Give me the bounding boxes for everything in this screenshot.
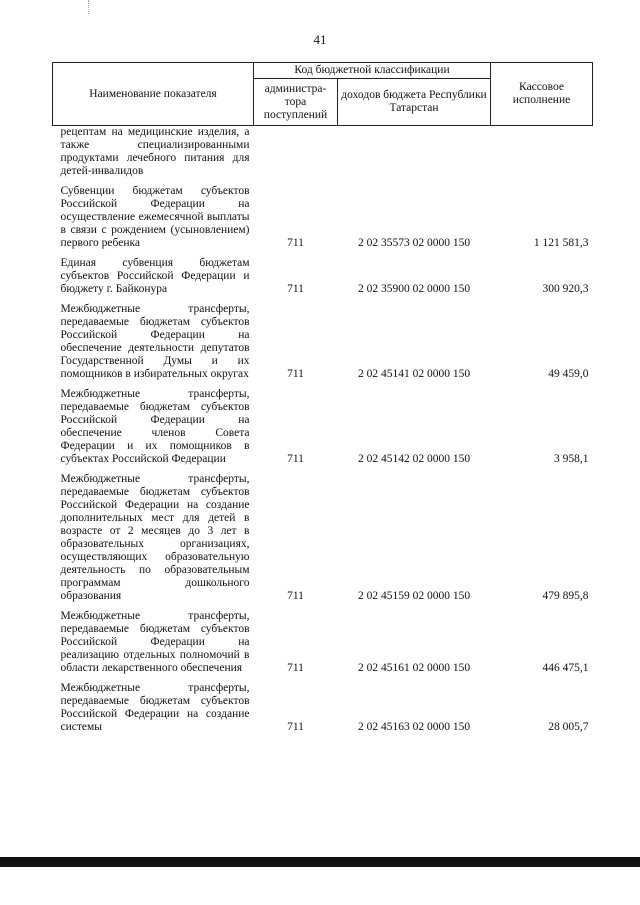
- row-spacer: [53, 178, 593, 185]
- row-spacer: [53, 296, 593, 303]
- cell-name: рецептам на медицинские изделия, а также специализированными продуктами лечебного питания для детей-инвалидов: [60, 126, 250, 177]
- cell-execution: 300 920,3: [542, 283, 589, 295]
- cell-administrator: 711: [287, 721, 304, 733]
- table-row: [53, 610, 593, 675]
- row-spacer: [53, 675, 593, 682]
- cell-name: Межбюджетные трансферты, передаваемые бюджетам субъектов Российской Федерации на обеспечение деятельности депутатов Государственной Думы и их помощников в избирательных округах: [60, 303, 250, 380]
- cell-name: Межбюджетные трансферты, передаваемые бюджетам субъектов Российской Федерации на реализацию отдельных полномочий в области лекарственного обеспечения: [60, 610, 250, 674]
- cell-execution: 479 895,8: [542, 590, 589, 602]
- cell-name: Единая субвенция бюджетам субъектов Российской Федерации и бюджету г. Байконура: [60, 257, 250, 295]
- table-row: [53, 185, 593, 250]
- cell-execution: [491, 126, 593, 179]
- budget-table: [52, 62, 593, 734]
- cell-name: Межбюджетные трансферты, передаваемые бюджетам субъектов Российской Федерации на создание системы: [60, 682, 250, 733]
- cell-income-code: 2 02 45161 02 0000 150: [357, 662, 471, 674]
- table-row: [53, 257, 593, 296]
- cell-execution: 49 459,0: [548, 368, 589, 380]
- cell-income-code: 2 02 45159 02 0000 150: [357, 590, 471, 602]
- header-income: доходов бюджета Республики Татарстан: [338, 79, 491, 126]
- cell-execution: 1 121 581,3: [533, 237, 589, 249]
- header-execution: Кассовое исполнение: [491, 63, 593, 126]
- table-row: [53, 473, 593, 603]
- bottom-rule: [0, 857, 640, 867]
- margin-dots: [88, 0, 91, 14]
- cell-name: Межбюджетные трансферты, передаваемые бюджетам субъектов Российской Федерации на создание дополнительных мест для детей в возрасте от 2 месяцев до 3 лет в образовательных организациях, осуществляющих образовательную деятельность по образовательным программам дошкольного образования: [60, 473, 250, 602]
- cell-administrator: 711: [287, 453, 304, 465]
- cell-execution: 3 958,1: [554, 453, 589, 465]
- header-administrator: администра-тора поступлений: [254, 79, 338, 126]
- cell-administrator: 711: [287, 283, 304, 295]
- table-body: [53, 126, 593, 735]
- cell-administrator: [254, 126, 338, 179]
- table-row: [53, 126, 593, 179]
- table-row: [53, 388, 593, 466]
- row-spacer: [53, 250, 593, 257]
- row-spacer: [53, 603, 593, 610]
- cell-execution: 446 475,1: [542, 662, 589, 674]
- cell-administrator: 711: [287, 368, 304, 380]
- header-name: Наименование показателя: [53, 63, 254, 126]
- cell-income-code: [338, 126, 491, 179]
- row-spacer: [53, 381, 593, 388]
- cell-name: Межбюджетные трансферты, передаваемые бюджетам субъектов Российской Федерации на обеспечение членов Совета Федерации и их помощников в субъектах Российской Федерации: [60, 388, 250, 465]
- page-number: 41: [313, 32, 327, 47]
- cell-administrator: 711: [287, 662, 304, 674]
- cell-income-code: 2 02 35573 02 0000 150: [357, 237, 471, 249]
- cell-name: Субвенции бюджетам субъектов Российской Федерации на осуществление ежемесячной выплаты в связи с рождением (усыновлением) первого ребенка: [60, 185, 250, 249]
- cell-administrator: 711: [287, 590, 304, 602]
- cell-execution: 28 005,7: [548, 721, 589, 733]
- cell-income-code: 2 02 45141 02 0000 150: [357, 368, 471, 380]
- cell-income-code: 2 02 45142 02 0000 150: [357, 453, 471, 465]
- table-row: [53, 682, 593, 734]
- header-code-group: Код бюджетной классификации: [254, 63, 491, 79]
- cell-administrator: 711: [287, 237, 304, 249]
- table-row: [53, 303, 593, 381]
- row-spacer: [53, 466, 593, 473]
- cell-income-code: 2 02 35900 02 0000 150: [357, 283, 471, 295]
- cell-income-code: 2 02 45163 02 0000 150: [357, 721, 471, 733]
